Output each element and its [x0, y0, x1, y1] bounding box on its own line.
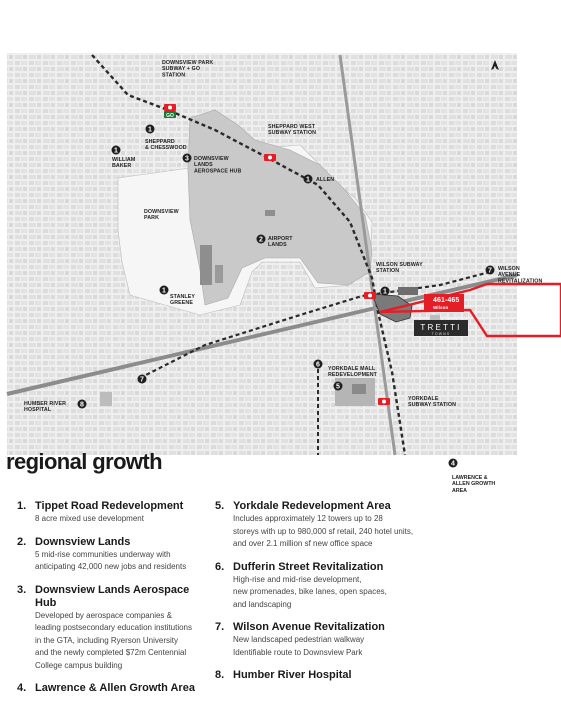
subway-icon [164, 104, 176, 111]
brand-name: TRETTI [420, 323, 462, 332]
marker-2 [257, 235, 266, 244]
item-title: Yorkdale Redevelopment Area [233, 500, 391, 512]
item-description: 5 mid-rise communities underway with anticipating 42,000 new jobs and residents [35, 549, 187, 571]
marker-7 [486, 266, 495, 275]
growth-list-right [215, 500, 465, 692]
item-number: 7. [215, 621, 225, 633]
subway-icon [364, 292, 376, 299]
item-description: Developed by aerospace companies & leading postsecondary education institutions in the GTA, including Ryerson University and the newly completed $72m Centennial College campus building [35, 610, 192, 670]
site-building [398, 287, 418, 295]
label-downsview-park: DOWNSVIEW PARK [144, 209, 179, 222]
label-yorkdale-subway-station: YORKDALE SUBWAY STATION [408, 396, 456, 409]
marker-1 [146, 125, 155, 134]
item-title: Downsview Lands [35, 535, 131, 548]
item-number: 4. [17, 682, 27, 694]
svg-text:1: 1 [114, 147, 118, 155]
label-wilson-subway-station: WILSON SUBWAY STATION [376, 262, 423, 275]
item-title: Lawrence & Allen Growth Area [35, 682, 195, 694]
svg-text:N: N [493, 66, 497, 70]
label-sheppard-west-station: SHEPPARD WEST SUBWAY STATION [268, 124, 316, 137]
label-stanley-greene: STANLEY GREENE [170, 294, 196, 307]
item-title: Tippet Road Redevelopment [35, 500, 184, 512]
page-heading: regional growth [6, 449, 163, 474]
list-item [215, 621, 465, 659]
marker-7 [138, 375, 147, 384]
marker-1 [381, 287, 390, 296]
subway-icon [264, 154, 276, 161]
item-title: Wilson Avenue Revitalization [233, 621, 385, 633]
brand-sub: TOWNS [431, 332, 451, 336]
building-block [265, 210, 275, 216]
site-address: 461-465 [433, 297, 460, 304]
label-sheppard-chesswood: SHEPPARD & CHESSWOOD [145, 139, 187, 152]
svg-text:3: 3 [185, 155, 189, 163]
marker-6 [314, 360, 323, 369]
svg-text:8: 8 [80, 401, 84, 409]
item-description: New landscaped pedestrian walkway Identifiable route to Downsview Park [233, 635, 365, 657]
list-item [17, 536, 212, 574]
marker-1 [160, 286, 169, 295]
svg-text:2: 2 [259, 236, 263, 244]
list-item [215, 561, 465, 612]
svg-text:7: 7 [488, 267, 492, 275]
building-block [215, 265, 223, 283]
growth-list-left [17, 500, 212, 705]
list-item [17, 500, 212, 526]
item-number: 3. [17, 583, 27, 596]
list-item [17, 682, 212, 695]
building-block [352, 384, 366, 394]
marker-1 [112, 146, 121, 155]
marker-5 [334, 382, 343, 391]
svg-text:5: 5 [336, 383, 340, 391]
building-block [200, 245, 212, 285]
item-description: 8 acre mixed use development [35, 514, 144, 523]
svg-text:1: 1 [148, 126, 152, 134]
label-downsview-lands-hub: DOWNSVIEW LANDS AEROSPACE HUB [194, 156, 242, 175]
label-yorkdale-mall: YORKDALE MALL REDEVELOPMENT [328, 366, 377, 379]
item-description: Includes approximately 12 towers up to 28 storeys with up to 980,000 sf retail, 240 hotel units, and over 2.1 million sf new office space [233, 514, 414, 548]
label-downsview-park-station: DOWNSVIEW PARK SUBWAY + GO STATION [162, 60, 214, 79]
list-item [215, 669, 465, 682]
label-humber-river-hospital: HUMBER RIVER HOSPITAL [24, 401, 67, 414]
marker-4 [449, 459, 458, 468]
subway-icon [378, 398, 390, 405]
marker-3 [183, 154, 192, 163]
svg-text:7: 7 [140, 376, 144, 384]
svg-text:1: 1 [306, 176, 310, 184]
svg-text:1: 1 [162, 287, 166, 295]
item-description: High-rise and mid-rise development, new promenades, bike lanes, open spaces, and landscaping [233, 574, 387, 609]
item-number: 1. [17, 500, 27, 512]
svg-text:1: 1 [383, 288, 387, 296]
svg-text:GO: GO [166, 113, 174, 119]
item-number: 5. [215, 500, 225, 512]
building-block [100, 392, 112, 406]
label-allen: ALLEN [316, 177, 335, 183]
item-number: 6. [215, 560, 225, 573]
svg-text:6: 6 [316, 361, 320, 369]
item-title: Dufferin Street Revitalization [233, 560, 384, 573]
label-lawrence-allen: LAWRENCE & ALLEN GROWTH AREA [452, 475, 496, 494]
item-title: Humber River Hospital [233, 669, 352, 681]
item-number: 2. [17, 535, 27, 548]
marker-8 [78, 400, 87, 409]
svg-text:4: 4 [451, 460, 455, 468]
label-william-baker: WILLIAM BAKER [112, 157, 136, 170]
list-item [17, 584, 212, 673]
item-number: 8. [215, 669, 225, 681]
label-wilson-avenue-revitalization: WILSON AVENUE REVITALIZATION [498, 266, 543, 285]
label-airport-lands: AIRPORT LANDS [268, 236, 293, 249]
list-item [215, 500, 465, 551]
go-icon [164, 111, 176, 119]
item-title: Downsview Lands Aerospace Hub [35, 583, 190, 609]
site-address-sub: Wilson [433, 305, 449, 310]
marker-1 [304, 175, 313, 184]
